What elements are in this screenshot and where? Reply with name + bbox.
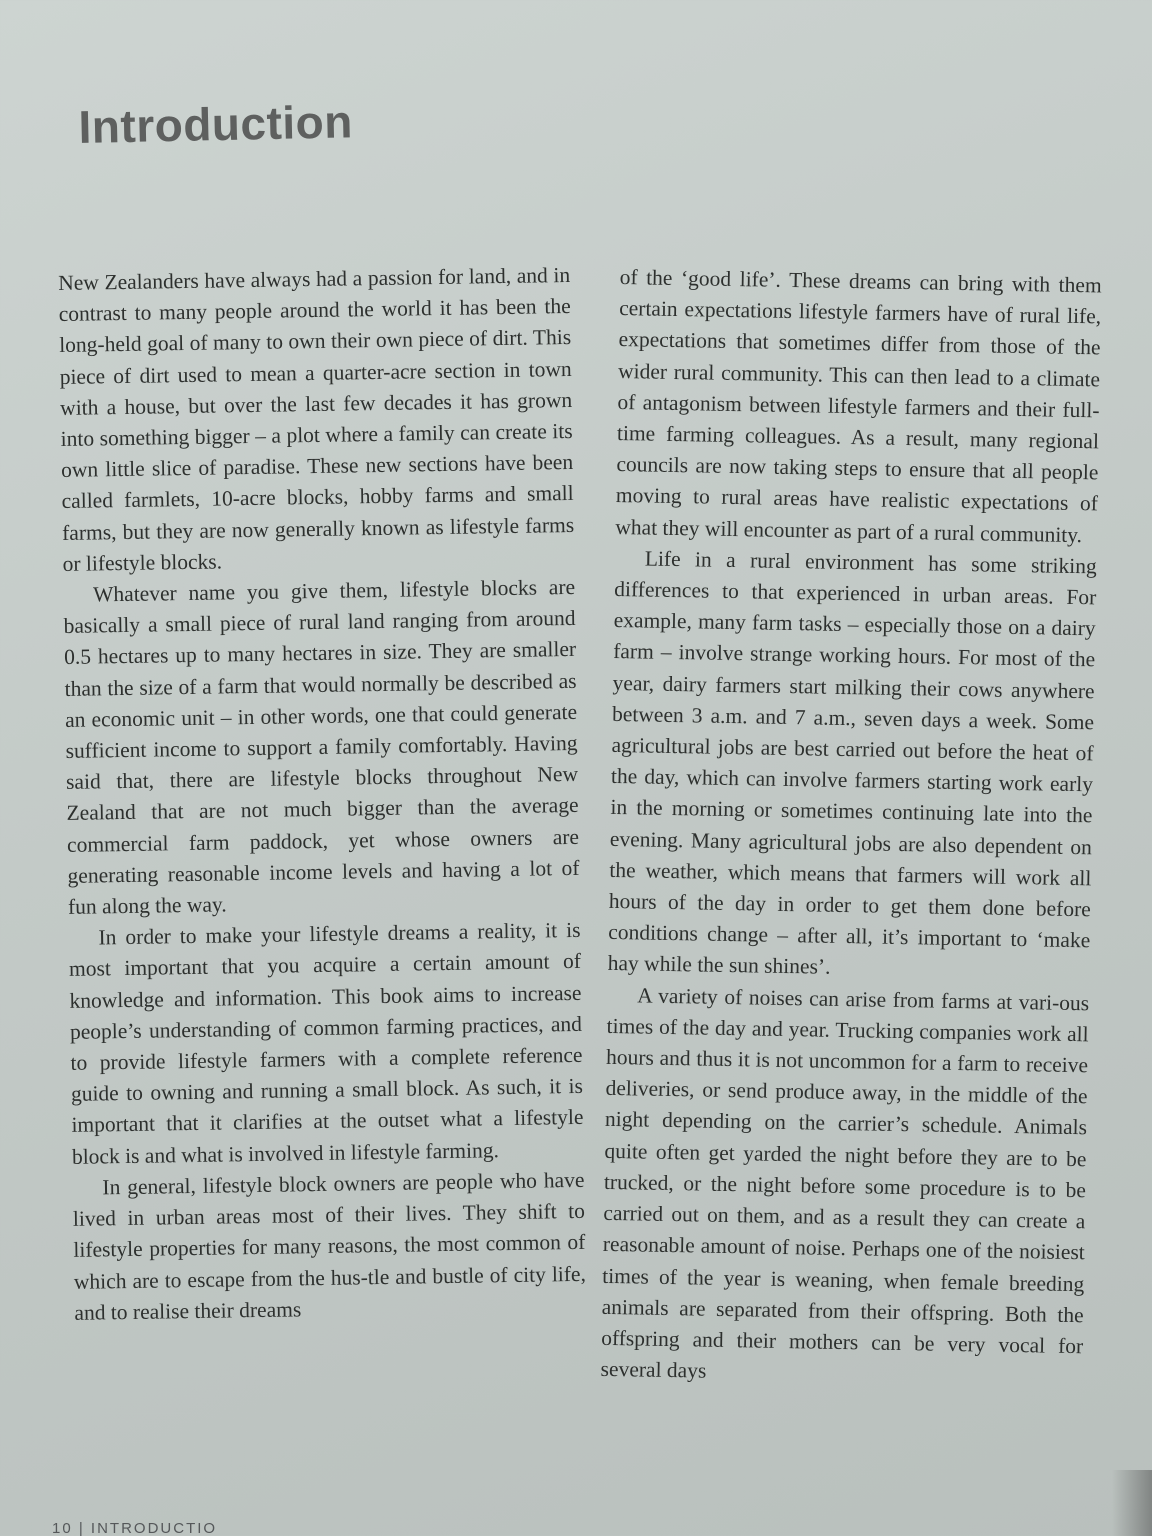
page-footer: 10 | INTRODUCTIO: [52, 1520, 218, 1536]
page-edge-shadow: [1112, 1470, 1152, 1536]
paragraph-good-life: of the ‘good life’. These dreams can bring with them certain expectations lifestyle farmers have of rural life, expectations that sometimes differ from those of the wider rural community. This can then lead to a climate of antagonism between lifestyle farmers and their full-time farming colleagues. As a result, many regional councils are now taking steps to ensure that all people moving to rural areas have realistic expectations of what they will encounter as part of a rural community.: [615, 264, 1102, 547]
right-text-column: [600, 262, 1102, 1394]
paragraph-noises: A variety of noises can arise from farms at vari-ous times of the day and year. Trucking companies work all hours and thus it is not uncommon for a farm to receive deliveries, or send produce away, in the middle of the night depending on the carrier’s schedule. Animals quite often get yarded the night before they are to be trucked, or the night before some procedure is to be carried out on them, and as a result they can create a reasonable amount of noise. Perhaps one of the noisiest times of the year is weaning, when female breeding animals are separated from their offspring. Both the offspring and their mothers can be very vocal for several days: [600, 983, 1090, 1383]
paragraph-knowledge: In order to make your lifestyle dreams a reality, it is most important that you acquire a certain amount of knowledge and information. This book aims to increase people’s understanding of common farming practices, and to provide lifestyle farmers with a complete reference guide to owning and running a small block. As such, it is important that it clarifies at the outset what a lifestyle block is and what is involved in lifestyle farming.: [68, 918, 584, 1169]
paragraph-intro: New Zealanders have always had a passion for land, and in contrast to many people around the world it has been the long-held goal of many to own their own piece of dirt. This piece of dirt used to mean a quarter-acre section in town with a house, but over the last few decades it has grown into something bigger – a plot where a family can create its own little slice of paradise. These new sections have been called farmlets, 10-acre blocks, hobby farms and small farms, but they are now generally known as lifestyle farms or lifestyle blocks.: [58, 262, 575, 576]
page-title: Introduction: [78, 95, 354, 153]
left-text-column: [58, 260, 587, 1329]
paragraph-owners: In general, lifestyle block owners are people who have lived in urban areas most of their lives. They shift to lifestyle properties for many reasons, the most common of which are to escape from the hus-tle and bustle of city life, and to realise their dreams: [72, 1167, 587, 1325]
paragraph-lifestyle-blocks: Whatever name you give them, lifestyle blocks are basically a small piece of rural land ranging from around 0.5 hectares up to many hectares in size. They are smaller than the size of a farm that would normally be described as an economic unit – in other words, one that could generate sufficient income to support a family comfortably. Having said that, there are lifestyle blocks throughout New Zealand that are not much bigger than the average commercial farm paddock, yet whose owners are generating reasonable income levels and having a lot of fun along the way.: [63, 574, 580, 919]
paragraph-rural-environment: Life in a rural environment has some striking differences to that experienced in urban areas. For example, many farm tasks – especially those on a dairy farm – involve strange working hours. For most of the year, dairy farmers start milking their cows anywhere between 3 a.m. and 7 a.m., seven days a week. Some agricultural jobs are best carried out before the heat of the day, which can involve farmers starting work early in the morning or sometimes continuing late into the evening. Many agricultural jobs are also dependent on the weather, which means that farmers will work all hours of the day in order to get them done before conditions change – after all, it’s important to ‘make hay while the sun shines’.: [607, 546, 1097, 980]
